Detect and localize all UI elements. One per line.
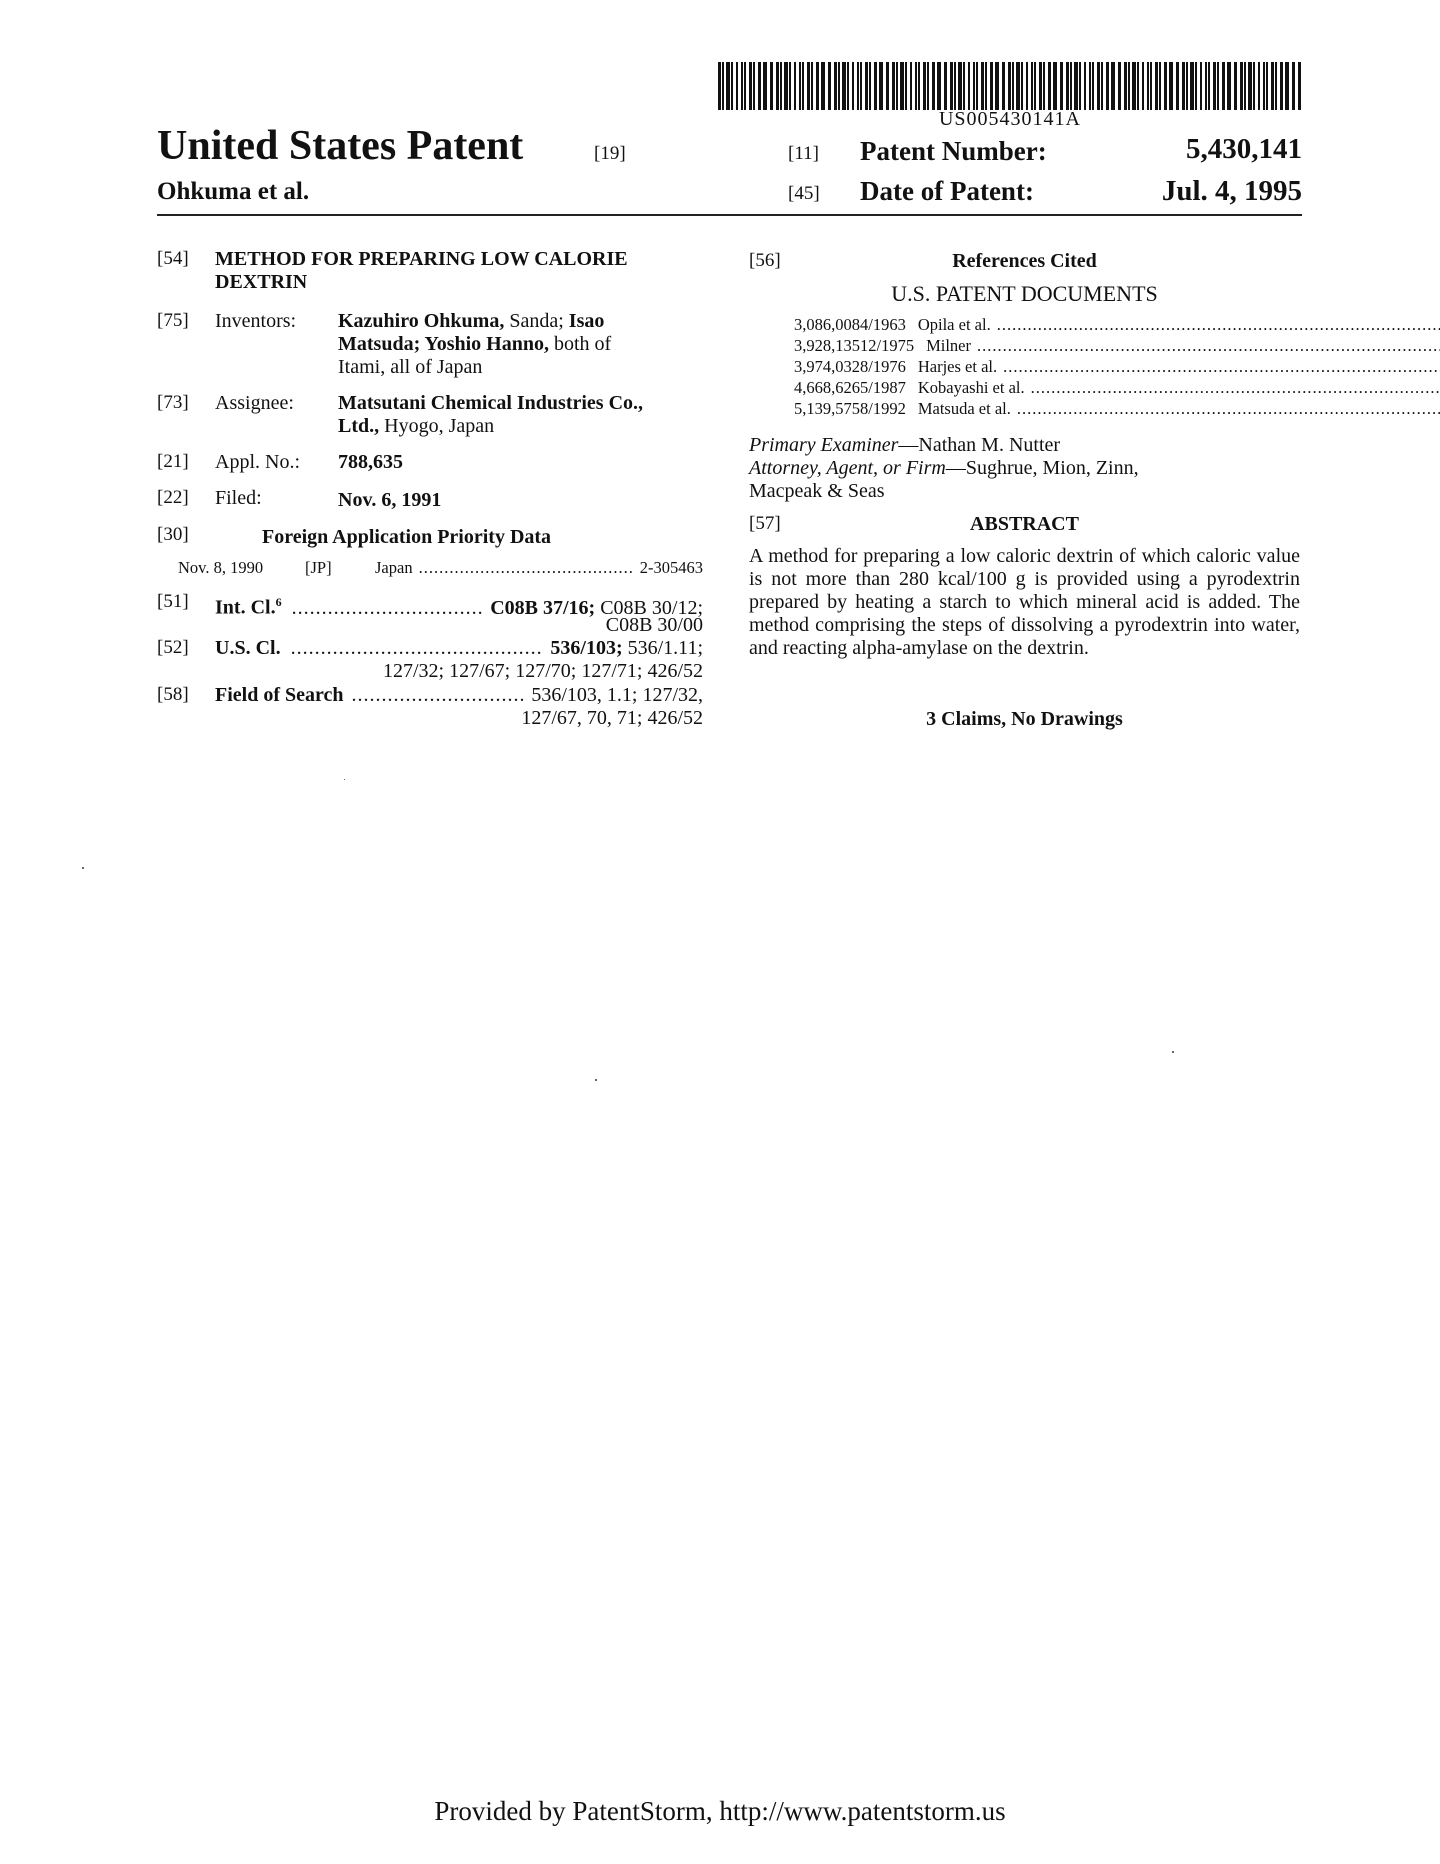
barcode-bar	[886, 62, 889, 110]
reference-name: Milner	[926, 336, 972, 355]
assignee-line1: Matsutani Chemical Industries Co.,	[338, 392, 644, 414]
appl-code: [21]	[157, 451, 189, 472]
barcode-bar	[1039, 62, 1042, 110]
us-cl-primary: 536/103;	[550, 637, 623, 659]
barcode-bar	[918, 62, 920, 110]
barcode-bar	[821, 62, 825, 110]
barcode-bar	[1186, 62, 1188, 110]
barcode-bar	[1285, 62, 1289, 110]
inventors-value	[338, 310, 708, 379]
leader-dots	[1003, 357, 1440, 377]
references-list	[794, 315, 1300, 420]
barcode-bar	[802, 62, 804, 110]
header-rule	[157, 214, 1302, 216]
barcode-bar	[937, 62, 941, 110]
barcode-bar	[1111, 62, 1115, 110]
barcode-bar	[794, 62, 796, 110]
barcode-bar	[963, 62, 965, 110]
reference-date: 12/1975	[860, 336, 915, 355]
barcode-bar	[976, 62, 978, 110]
reference-number: 4,668,626	[794, 378, 860, 397]
attorney-line2: Macpeak & Seas	[749, 480, 885, 502]
barcode-bar	[1002, 62, 1005, 110]
invention-title-line2: DEXTRIN	[215, 271, 308, 293]
barcode-bar	[770, 62, 773, 110]
barcode-bar	[1266, 62, 1268, 110]
reference-row	[794, 357, 1300, 378]
attorney-label: Attorney, Agent, or Firm	[749, 457, 946, 479]
reference-name: Kobayashi et al.	[917, 378, 1025, 397]
barcode-bar	[1092, 62, 1094, 110]
reference-date: 4/1963	[860, 315, 906, 334]
field-search-label: Field of Search	[215, 684, 344, 706]
barcode-bar	[968, 62, 970, 110]
refs-heading: References Cited	[952, 250, 1097, 272]
barcode-bar	[1118, 62, 1121, 110]
foreign-country: Japan	[375, 558, 413, 577]
barcode-bar	[758, 62, 761, 110]
scan-speck	[1172, 1051, 1174, 1053]
barcode-bar	[1012, 62, 1014, 110]
barcode-bar	[1182, 62, 1185, 110]
barcode-bar	[1190, 62, 1194, 110]
scan-speck	[595, 1079, 597, 1081]
foreign-code: [30]	[157, 524, 189, 545]
barcode-number: US005430141A	[938, 108, 1081, 130]
us-cl-label: U.S. Cl.	[215, 637, 281, 659]
leader-dots	[352, 684, 528, 707]
barcode-bar	[1271, 62, 1274, 110]
barcode-bar	[985, 62, 987, 110]
barcode-bar	[1275, 62, 1277, 110]
barcode-bar	[1176, 62, 1179, 110]
barcode-bar	[1164, 62, 1167, 110]
barcode-bar	[852, 62, 854, 110]
barcode-bar	[838, 62, 840, 110]
barcode-bar	[1217, 62, 1219, 110]
barcode-bar	[1227, 62, 1231, 110]
barcode-bar	[1169, 62, 1173, 110]
foreign-number: 2-305463	[639, 558, 703, 577]
reference-row	[794, 399, 1300, 420]
int-cl-primary: C08B 37/16;	[490, 596, 596, 619]
inventor-1-place: Sanda;	[504, 310, 569, 332]
int-cl-secondary: C08B 30/12;	[595, 596, 703, 619]
barcode-bar	[753, 62, 755, 110]
barcode-bar	[722, 62, 724, 110]
leader-dots	[1017, 399, 1440, 419]
patent-number: 5,430,141	[1186, 133, 1302, 165]
inventor-short: Ohkuma et al.	[157, 178, 310, 205]
inventor-3-place: both of	[548, 333, 612, 355]
reference-date: 8/1976	[860, 357, 906, 376]
barcode-bar	[915, 62, 917, 110]
barcode-bar	[1253, 62, 1255, 110]
barcode-bar	[932, 62, 935, 110]
field-search-entry	[215, 684, 703, 707]
barcode-bar	[1258, 62, 1260, 110]
barcode-bar	[834, 62, 837, 110]
barcode-bar	[1280, 62, 1283, 110]
examiner-label: Primary Examiner	[749, 434, 899, 456]
inventors-code: [75]	[157, 310, 189, 331]
reference-name: Harjes et al.	[917, 357, 998, 376]
barcode-bar	[892, 62, 895, 110]
examiner	[749, 434, 1300, 457]
barcode-bar	[1248, 62, 1252, 110]
barcode-bar	[776, 62, 779, 110]
barcode-bar	[981, 62, 984, 110]
us-cl-code: [52]	[157, 637, 189, 658]
invention-title-line1: METHOD FOR PREPARING LOW CALORIE	[215, 248, 628, 270]
barcode-bar	[749, 62, 752, 110]
title-field-code: [54]	[157, 248, 189, 269]
barcode-bar	[950, 62, 953, 110]
barcode-bar	[1097, 62, 1100, 110]
barcode-bar	[1222, 62, 1225, 110]
barcode-bar	[1132, 62, 1136, 110]
barcode-bar	[726, 62, 730, 110]
reference-date: 8/1992	[860, 399, 906, 418]
barcode-bar	[731, 62, 733, 110]
barcode-bar	[1208, 62, 1210, 110]
appl-label: Appl. No.:	[215, 451, 300, 473]
barcode-bar	[900, 62, 904, 110]
barcode-bar	[1060, 62, 1063, 110]
barcode-bar	[995, 62, 999, 110]
barcode-bar	[910, 62, 912, 110]
foreign-entry	[375, 558, 703, 578]
int-cl-code: [51]	[157, 591, 189, 612]
barcode-bar	[1292, 62, 1295, 110]
abstract-heading: ABSTRACT	[970, 513, 1079, 535]
barcode-bar	[1026, 62, 1028, 110]
barcode-bar	[1031, 62, 1033, 110]
int-cl-sup: 6	[275, 595, 282, 609]
barcode-bar	[807, 62, 810, 110]
foreign-heading: Foreign Application Priority Data	[262, 526, 552, 548]
reference-name: Matsuda et al.	[917, 399, 1011, 418]
barcode-bar	[799, 62, 801, 110]
barcode-bar	[1240, 62, 1243, 110]
assignee-label: Assignee:	[215, 392, 294, 414]
barcode-bar	[1008, 62, 1011, 110]
foreign-date: Nov. 8, 1990	[178, 558, 264, 577]
barcode-bar	[954, 62, 956, 110]
filed-label: Filed:	[215, 487, 262, 509]
filed-code: [22]	[157, 487, 189, 508]
leader-dots	[997, 315, 1440, 335]
barcode-bar	[896, 62, 898, 110]
barcode-bar	[1053, 62, 1057, 110]
barcode-bar	[1155, 62, 1158, 110]
reference-name: Opila et al.	[917, 315, 991, 334]
barcode-bar	[842, 62, 846, 110]
scan-speck	[344, 779, 345, 780]
inventor-2b: Matsuda;	[338, 333, 421, 355]
reference-row	[794, 315, 1300, 336]
barcode-bar	[1070, 62, 1072, 110]
assignee-line2-rest: Hyogo, Japan	[379, 415, 495, 437]
barcode-bar	[865, 62, 868, 110]
refs-subheading: U.S. PATENT DOCUMENTS	[891, 281, 1158, 306]
us-cl-secondary: 536/1.11;	[622, 637, 703, 659]
barcode-bar	[1084, 62, 1086, 110]
barcode-bar	[828, 62, 831, 110]
barcode-bar	[1200, 62, 1202, 110]
leader-dots	[977, 336, 1440, 356]
barcode-bar	[741, 62, 743, 110]
inventor-1: Kazuhiro Ohkuma,	[338, 310, 505, 332]
barcode-bar	[1079, 62, 1081, 110]
assignee-line2-bold: Ltd.,	[338, 415, 380, 437]
leader-dots	[291, 637, 545, 660]
field-search-value: 536/103, 1.1; 127/32,	[531, 684, 703, 706]
patent-date: Jul. 4, 1995	[1161, 175, 1302, 207]
us-cl-entry	[215, 637, 703, 660]
barcode-bar	[816, 62, 819, 110]
assignee-code: [73]	[157, 392, 189, 413]
barcode-bar	[1137, 62, 1139, 110]
invention-title	[215, 248, 715, 294]
barcode-bar	[1128, 62, 1130, 110]
reference-row	[794, 336, 1300, 357]
barcode-bar	[1234, 62, 1237, 110]
barcode-bar	[1043, 62, 1045, 110]
attorney-name: —Sughrue, Mion, Zinn,	[945, 457, 1139, 479]
barcode-bar	[1089, 62, 1091, 110]
barcode-bar	[1150, 62, 1152, 110]
barcode-bar	[860, 62, 862, 110]
examiner-name: —Nathan M. Nutter	[898, 434, 1061, 456]
barcode-bar	[990, 62, 993, 110]
int-cl-line2: C08B 30/00	[605, 614, 703, 636]
field-search-code: [58]	[157, 684, 189, 705]
barcode-bar	[1244, 62, 1246, 110]
filed-date: Nov. 6, 1991	[338, 489, 442, 511]
barcode-bar	[1195, 62, 1197, 110]
abstract-code: [57]	[749, 513, 781, 534]
barcode-bar	[1074, 62, 1078, 110]
field-search-line2: 127/67, 70, 71; 426/52	[521, 707, 703, 729]
barcode-bar	[1101, 62, 1103, 110]
appl-number: 788,635	[338, 451, 403, 473]
patent-number-label: Patent Number:	[860, 136, 1047, 166]
refs-code: [56]	[749, 250, 781, 271]
barcode-bar	[847, 62, 849, 110]
barcode-bar	[1016, 62, 1020, 110]
barcode-bar	[958, 62, 962, 110]
date-label: Date of Patent:	[860, 176, 1034, 206]
reference-row	[794, 378, 1300, 399]
barcode-bar	[944, 62, 947, 110]
barcode-bar	[1263, 62, 1265, 110]
reference-number: 3,086,008	[794, 315, 860, 334]
barcode-bar	[1298, 62, 1301, 110]
barcode-bar	[879, 62, 883, 110]
inventors-label: Inventors:	[215, 310, 297, 332]
leader-dots	[1031, 378, 1440, 398]
leader-dots	[419, 558, 634, 578]
barcode-bar	[763, 62, 767, 110]
barcode-bar	[905, 62, 907, 110]
claims-summary: 3 Claims, No Drawings	[926, 708, 1123, 730]
reference-number: 3,974,032	[794, 357, 860, 376]
barcode-bar	[857, 62, 859, 110]
reference-number: 5,139,575	[794, 399, 860, 418]
scan-speck	[82, 867, 84, 869]
inventor-2a: Isao	[568, 310, 605, 332]
abstract-text: A method for preparing a low caloric dextrin of which caloric value is not more than 280 kcal/100 g is provided using a pyrodextrin prepared by heating a starch to which mineral acid is added. The method comprising the steps of dissolving a pyrodextrin into water, and reacting alpha-amylase on the dextrin.	[749, 545, 1300, 659]
barcode-bar	[1021, 62, 1023, 110]
barcode-bar	[718, 62, 721, 110]
reference-number: 3,928,135	[794, 336, 860, 355]
barcode-bar	[1213, 62, 1216, 110]
barcode-bar	[784, 62, 788, 110]
barcode-bar	[923, 62, 926, 110]
attorney	[749, 457, 1300, 503]
foreign-country-code: [JP]	[305, 558, 332, 577]
inventor-3: Yoshio Hanno,	[420, 333, 549, 355]
barcode-bar	[1205, 62, 1207, 110]
barcode-bar	[973, 62, 975, 110]
barcode-bar	[1124, 62, 1127, 110]
reference-date: 5/1987	[860, 378, 906, 397]
assignee-value	[338, 392, 708, 438]
int-cl-label: Int. Cl.	[215, 596, 276, 619]
document-title: United States Patent	[157, 123, 524, 169]
inventors-line3: Itami, all of Japan	[338, 356, 483, 378]
date-code: [45]	[788, 183, 820, 204]
barcode-bar	[1159, 62, 1161, 110]
barcode-bar	[1034, 62, 1036, 110]
barcode-bar	[1142, 62, 1144, 110]
title-code: [19]	[594, 143, 626, 164]
barcode-bar	[874, 62, 877, 110]
us-cl-line2: 127/32; 127/67; 127/70; 127/71; 426/52	[382, 660, 703, 682]
barcode-bar	[780, 62, 782, 110]
barcode-bar	[869, 62, 871, 110]
barcode-bar	[811, 62, 813, 110]
barcode-bar	[1147, 62, 1149, 110]
footer-credit: Provided by PatentStorm, http://www.patentstorm.us	[434, 1796, 1006, 1826]
barcode-bar	[744, 62, 746, 110]
barcode-bar	[1066, 62, 1069, 110]
barcode-bar	[1048, 62, 1051, 110]
barcode-bar	[736, 62, 738, 110]
patent-number-code: [11]	[788, 143, 819, 164]
barcode	[718, 62, 1302, 110]
barcode-bar	[789, 62, 791, 110]
barcode-bar	[927, 62, 929, 110]
barcode-bar	[1106, 62, 1109, 110]
